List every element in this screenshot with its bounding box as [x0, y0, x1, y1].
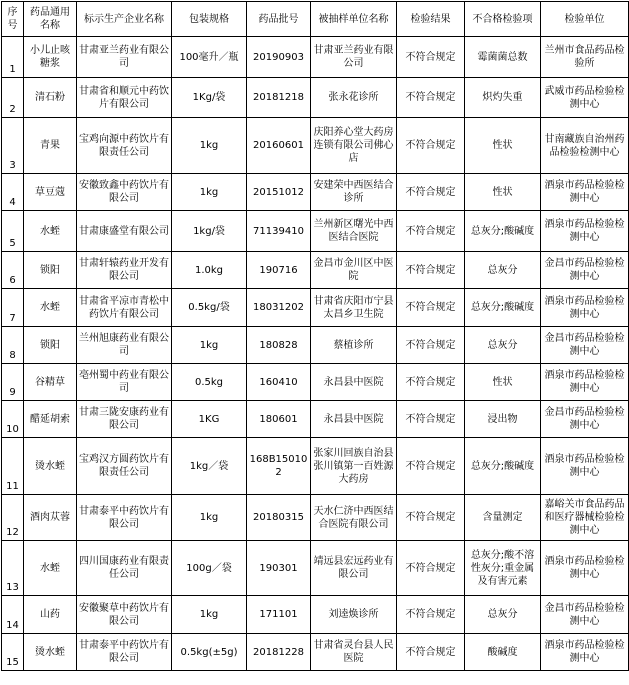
- manufacturer: 四川国康药业有限责任公司: [77, 541, 172, 596]
- table-row: [2, 78, 629, 118]
- test-result: 不符合规定: [397, 289, 465, 327]
- sampled-unit: 兰州新区曙光中西医结合医院: [311, 211, 397, 252]
- testing-lab: 酒泉市药品检验检测中心: [541, 634, 629, 671]
- row-seq: 8: [2, 327, 24, 364]
- failed-item: 霉菌菌总数: [465, 37, 541, 78]
- row-seq: 13: [2, 541, 24, 596]
- batch-number: 18031202: [247, 289, 311, 327]
- row-seq: 3: [2, 118, 24, 174]
- manufacturer: 甘肃轩辕药业开发有限公司: [77, 252, 172, 289]
- failed-item: 总灰分: [465, 252, 541, 289]
- batch-number: 20181228: [247, 634, 311, 671]
- row-seq: 1: [2, 37, 24, 78]
- row-seq: 15: [2, 634, 24, 671]
- package-spec: 1kg: [172, 495, 247, 541]
- sampled-unit: 安建荣中西医结合诊所: [311, 174, 397, 211]
- testing-lab: 嘉峪关市食品药品和医疗器械检验检测中心: [541, 495, 629, 541]
- testing-lab: 酒泉市药品检验检测中心: [541, 174, 629, 211]
- package-spec: 100g／袋: [172, 541, 247, 596]
- failed-item: 总灰分: [465, 327, 541, 364]
- failed-item: 浸出物: [465, 401, 541, 438]
- table-row: [2, 289, 629, 327]
- table-row: [2, 327, 629, 364]
- failed-item: 总灰分;酸不溶性灰分;重金属及有害元素: [465, 541, 541, 596]
- testing-lab: 兰州市食品药品检验所: [541, 37, 629, 78]
- header-drug-name: 药品通用名称: [24, 2, 77, 37]
- test-result: 不符合规定: [397, 401, 465, 438]
- package-spec: 1Kg/袋: [172, 78, 247, 118]
- batch-number: 71139410: [247, 211, 311, 252]
- sampled-unit: 永昌县中医院: [311, 364, 397, 401]
- package-spec: 0.5kg(±5g): [172, 634, 247, 671]
- batch-number: 20181218: [247, 78, 311, 118]
- table-body: [2, 37, 629, 671]
- drug-name: 水蛭: [24, 541, 77, 596]
- drug-name: 山药: [24, 596, 77, 634]
- drug-name: 烫水蛭: [24, 634, 77, 671]
- test-result: 不符合规定: [397, 438, 465, 495]
- testing-lab: 金昌市药品检验检测中心: [541, 596, 629, 634]
- manufacturer: 宝鸡汉方圆药饮片有限责任公司: [77, 438, 172, 495]
- table-row: [2, 37, 629, 78]
- test-result: 不符合规定: [397, 78, 465, 118]
- batch-number: 20180315: [247, 495, 311, 541]
- testing-lab: 金昌市药品检验检测中心: [541, 401, 629, 438]
- manufacturer: 甘肃泰平中药饮片有限公司: [77, 634, 172, 671]
- testing-lab: 酒泉市药品检验检测中心: [541, 438, 629, 495]
- testing-lab: 酒泉市药品检验检测中心: [541, 541, 629, 596]
- row-seq: 9: [2, 364, 24, 401]
- manufacturer: 安徽致鑫中药饮片有限公司: [77, 174, 172, 211]
- drug-name: 水蛭: [24, 211, 77, 252]
- test-result: 不符合规定: [397, 252, 465, 289]
- table-row: [2, 174, 629, 211]
- header-failed-item: 不合格检验项: [465, 2, 541, 37]
- failed-item: 总灰分;酸碱度: [465, 289, 541, 327]
- sampled-unit: 甘肃省庆阳市宁县太昌乡卫生院: [311, 289, 397, 327]
- sampled-unit: 蔡植诊所: [311, 327, 397, 364]
- sampled-unit: 张永花诊所: [311, 78, 397, 118]
- table-row: [2, 634, 629, 671]
- table-row: [2, 495, 629, 541]
- test-result: 不符合规定: [397, 541, 465, 596]
- package-spec: 1kg/袋: [172, 211, 247, 252]
- drug-name: 锁阳: [24, 252, 77, 289]
- testing-lab: 武威市药品检验检测中心: [541, 78, 629, 118]
- package-spec: 1.0kg: [172, 252, 247, 289]
- manufacturer: 甘肃泰平中药饮片有限公司: [77, 495, 172, 541]
- batch-number: 160410: [247, 364, 311, 401]
- table-row: [2, 596, 629, 634]
- drug-name: 水蛭: [24, 289, 77, 327]
- package-spec: 1kg: [172, 174, 247, 211]
- batch-number: 180601: [247, 401, 311, 438]
- header-batch-number: 药品批号: [247, 2, 311, 37]
- failed-item: 总灰分: [465, 596, 541, 634]
- package-spec: 1kg: [172, 118, 247, 174]
- batch-number: 20151012: [247, 174, 311, 211]
- test-result: 不符合规定: [397, 174, 465, 211]
- batch-number: 190301: [247, 541, 311, 596]
- testing-lab: 金昌市药品检验检测中心: [541, 327, 629, 364]
- table-row: [2, 211, 629, 252]
- table-row: [2, 364, 629, 401]
- drug-name: 烫水蛭: [24, 438, 77, 495]
- sampled-unit: 靖远县宏远药业有限公司: [311, 541, 397, 596]
- manufacturer: 甘肃三陇安康药业有限公司: [77, 401, 172, 438]
- batch-number: 20160601: [247, 118, 311, 174]
- package-spec: 1kg／袋: [172, 438, 247, 495]
- drug-name: 清石粉: [24, 78, 77, 118]
- failed-item: 性状: [465, 174, 541, 211]
- package-spec: 1KG: [172, 401, 247, 438]
- sampled-unit: 庆阳养心堂大药房连锁有限公司佛心店: [311, 118, 397, 174]
- test-result: 不符合规定: [397, 118, 465, 174]
- manufacturer: 兰州旭康药业有限公司: [77, 327, 172, 364]
- test-result: 不符合规定: [397, 364, 465, 401]
- row-seq: 4: [2, 174, 24, 211]
- manufacturer: 宝鸡向源中药饮片有限责任公司: [77, 118, 172, 174]
- row-seq: 12: [2, 495, 24, 541]
- test-result: 不符合规定: [397, 634, 465, 671]
- package-spec: 0.5kg/袋: [172, 289, 247, 327]
- test-result: 不符合规定: [397, 596, 465, 634]
- table-row: [2, 401, 629, 438]
- sampled-unit: 金昌市金川区中医院: [311, 252, 397, 289]
- header-sampled-unit: 被抽样单位名称: [311, 2, 397, 37]
- batch-number: 168B150102: [247, 438, 311, 495]
- testing-lab: 酒泉市药品检验检测中心: [541, 364, 629, 401]
- package-spec: 0.5kg: [172, 364, 247, 401]
- failed-item: 总灰分;酸碱度: [465, 438, 541, 495]
- failed-item: 性状: [465, 118, 541, 174]
- failed-item: 含量测定: [465, 495, 541, 541]
- row-seq: 10: [2, 401, 24, 438]
- row-seq: 6: [2, 252, 24, 289]
- test-result: 不符合规定: [397, 495, 465, 541]
- failed-item: 总灰分;酸碱度: [465, 211, 541, 252]
- batch-number: 20190903: [247, 37, 311, 78]
- batch-number: 190716: [247, 252, 311, 289]
- batch-number: 180828: [247, 327, 311, 364]
- row-seq: 5: [2, 211, 24, 252]
- testing-lab: 金昌市药品检验检测中心: [541, 252, 629, 289]
- header-testing-lab: 检验单位: [541, 2, 629, 37]
- testing-lab: 酒泉市药品检验检测中心: [541, 211, 629, 252]
- manufacturer: 甘肃亚兰药业有限公司: [77, 37, 172, 78]
- header-test-result: 检验结果: [397, 2, 465, 37]
- table-row: [2, 541, 629, 596]
- sampled-unit: 甘肃省灵台县人民医院: [311, 634, 397, 671]
- row-seq: 14: [2, 596, 24, 634]
- header-row: [2, 2, 629, 37]
- drug-name: 青果: [24, 118, 77, 174]
- manufacturer: 安徽聚草中药饮片有限公司: [77, 596, 172, 634]
- manufacturer: 甘肃省平凉市青松中药饮片有限公司: [77, 289, 172, 327]
- drug-name: 小儿止咳糖浆: [24, 37, 77, 78]
- test-result: 不符合规定: [397, 327, 465, 364]
- drug-name: 草豆蔻: [24, 174, 77, 211]
- drug-name: 醋延胡索: [24, 401, 77, 438]
- header-seq: 序号: [2, 2, 24, 37]
- sampled-unit: 张家川回族自治县张川镇第一百姓源大药房: [311, 438, 397, 495]
- sampled-unit: 刘逵焕诊所: [311, 596, 397, 634]
- drug-name: 谷精草: [24, 364, 77, 401]
- batch-number: 171101: [247, 596, 311, 634]
- sampled-unit: 甘肃亚兰药业有限公司: [311, 37, 397, 78]
- drug-name: 锁阳: [24, 327, 77, 364]
- testing-lab: 酒泉市药品检验检测中心: [541, 289, 629, 327]
- test-result: 不符合规定: [397, 37, 465, 78]
- manufacturer: 甘肃康盛堂有限公司: [77, 211, 172, 252]
- table-row: [2, 438, 629, 495]
- row-seq: 7: [2, 289, 24, 327]
- header-manufacturer: 标示生产企业名称: [77, 2, 172, 37]
- package-spec: 1kg: [172, 596, 247, 634]
- failed-item: 性状: [465, 364, 541, 401]
- package-spec: 1kg: [172, 327, 247, 364]
- failed-item: 炽灼失重: [465, 78, 541, 118]
- testing-lab: 甘南藏族自治州药品检验检测中心: [541, 118, 629, 174]
- drug-name: 酒肉苁蓉: [24, 495, 77, 541]
- package-spec: 100毫升／瓶: [172, 37, 247, 78]
- table-row: [2, 252, 629, 289]
- test-result: 不符合规定: [397, 211, 465, 252]
- manufacturer: 甘肃省和顺元中药饮片有限公司: [77, 78, 172, 118]
- row-seq: 11: [2, 438, 24, 495]
- table-row: [2, 118, 629, 174]
- sampled-unit: 天水仁济中西医结合医院有限公司: [311, 495, 397, 541]
- sampled-unit: 永昌县中医院: [311, 401, 397, 438]
- row-seq: 2: [2, 78, 24, 118]
- manufacturer: 亳州蜀中药业有限公司: [77, 364, 172, 401]
- inspection-results-table: [1, 1, 629, 671]
- failed-item: 酸碱度: [465, 634, 541, 671]
- header-package-spec: 包装规格: [172, 2, 247, 37]
